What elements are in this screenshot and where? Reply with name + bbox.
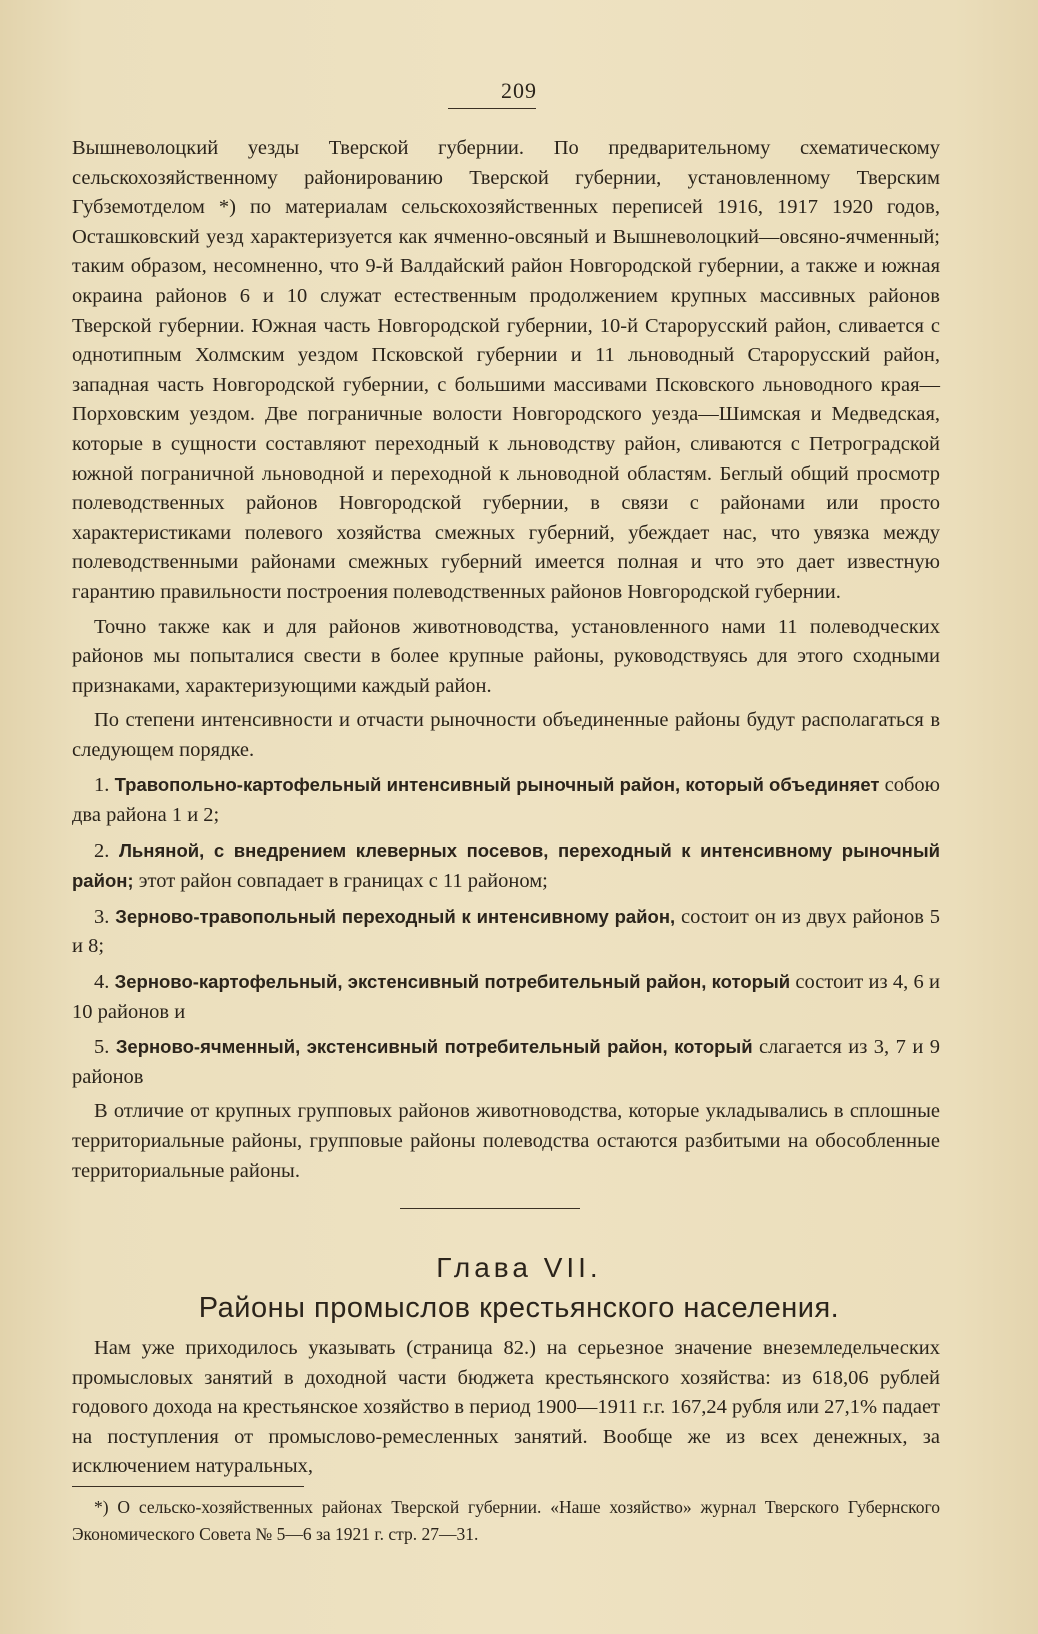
chapter-title: Районы промыслов крестьянского населения. — [198, 1292, 840, 1324]
footnote-rule — [72, 1486, 304, 1487]
page-number-rule — [448, 108, 536, 109]
list-item-3-title: Зерново-травопольный переходный к интенсивному район, — [115, 905, 676, 927]
page-number: 209 — [501, 78, 537, 103]
section-divider — [400, 1208, 580, 1209]
chapter-paragraph: Нам уже приходилось указывать (страница 82.) на серьезное значение внеземледельческих промысловых занятий в доходной части бюджета крестьянского хозяйства: из 618,06 рублей годового дохода на крестьянское хозяйство в период 1900—1911 г.г. 167,24 рубля или 27,1% падает на поступления от промыслово-ремесленных занятий. Вообще же из всех денежных, за исключением натуральных, — [72, 1337, 940, 1478]
paragraph-continued: Вышневолоцкий уезды Тверской губернии. По предварительному схематическому сельскохозяйственному районированию Тверской губернии, установленному Тверским Губземотделом *) по материалам сельскохозяйственных переписей 1916, 1917 1920 годов, Осташковский уезд характеризуется как ячменно-овсяный и Вышневолоцкий—овсяно-ячменный; таким образом, несомненно, что 9-й Валдайский район Новгородской губернии, а также и южная окраина районов 6 и 10 служат естественным продолжением крупных массивных районов Тверской губернии. Южная часть Новгородской губернии, 10-й Старорусский район, сливается с однотипным Холмским уездом Псковской губернии и 11 льноводный Старорусский район, западная часть Новгородской губернии, с большими массивами Псковского льноводного края—Порховским уездом. Две пограничные волости Новгородского уезда—Шимская и Медведская, которые в сущности составляют переходный к льноводству район, сливаются с Петроградской южной пограничной льноводной и переходной к льноводной областям. Беглый общий просмотр полеводственных районов Новгородской губернии, в связи с районами или просто характеристиками полевого хозяйства смежных губерний, убеждает нас, что увязка между полеводственными районами смежных губерний имеется полная и что это дает известную гарантию правильности построения полеводственных районов Новгородской губернии. — [72, 137, 940, 603]
paragraph-grouping: Точно также как и для районов животноводства, установленного нами 11 полеводческих районов мы попыталися свести в более крупные районы, руководствуясь для этого сходными признаками, характеризующими каждый район. — [72, 615, 940, 697]
chapter-body — [72, 1334, 940, 1482]
list-item-2: 2. Льняной, с внедрением клеверных посевов, переходный к интенсивному рыночный район; этот район совпадает в границах с 11 районом; — [72, 839, 941, 893]
list-item-3: 3. Зерново-травопольный переходный к интенсивному район, состоит он из двух районов 5 и 8; — [72, 905, 941, 958]
paragraph-order: По степени интенсивности и отчасти рыночности объединенные районы будут располагаться в следующем порядке. — [72, 709, 940, 761]
footnote-text: *) О сельско-хозяйственных районах Тверской губернии. «Наше хозяйство» журнал Тверского Губернского Экономического Совета № 5—6 за 1921 г. стр. 27—31. — [72, 1497, 940, 1544]
top-section — [72, 134, 940, 1186]
list-item-1: 1. Травопольно-картофельный интенсивный рыночный район, который объединяет собою два района 1 и 2; — [72, 774, 941, 827]
list-item-4-title: Зерново-картофельный, экстенсивный потребительный район, который — [114, 971, 791, 993]
paragraph-closing: В отличие от крупных групповых районов животноводства, которые укладывались в сплошные территориальные районы, групповые районы полеводства остаются разбитыми на обособленные территориальные районы. — [72, 1100, 940, 1182]
list-item-4: 4. Зерново-картофельный, экстенсивный потребительный район, который состоит из 4, 6 и 10 районов и — [72, 971, 941, 1023]
list-item-5: 5. Зерново-ячменный, экстенсивный потребительный район, который слагается из 3, 7 и 9 районов — [72, 1036, 940, 1088]
list-item-1-title: Травопольно-картофельный интенсивный рыночный район, который объединяет — [114, 774, 880, 796]
list-item-2-title: Льняной, с внедрением клеверных посевов, переходный к интенсивному рыночный район; — [72, 839, 941, 892]
footnote — [72, 1494, 940, 1548]
list-item-5-title: Зерново-ячменный, экстенсивный потребительный район, который — [115, 1036, 753, 1058]
chapter-label: Глава VII. — [436, 1252, 602, 1283]
